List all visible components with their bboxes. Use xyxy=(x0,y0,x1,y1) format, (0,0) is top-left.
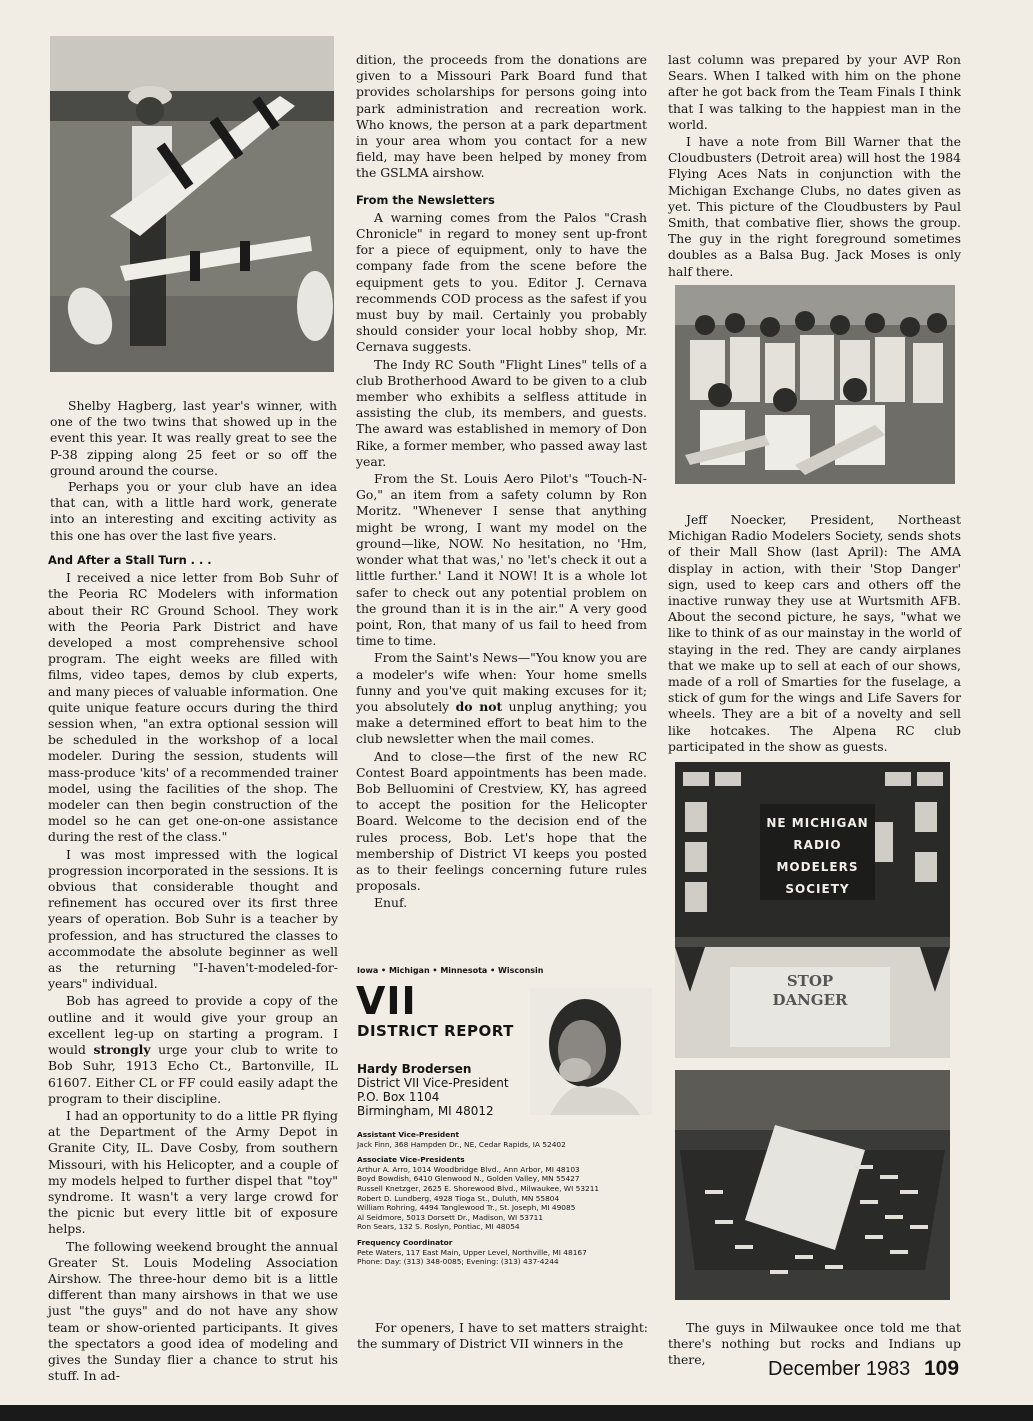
sign-line: NE MICHIGAN xyxy=(766,816,869,830)
frequency-label: Frequency Coordinator xyxy=(357,1237,453,1247)
associate-entry: Al Seidmore, 5013 Dorsett Dr., Madison, WI 53711 xyxy=(357,1212,544,1222)
paragraph: I have a note from Bill Warner that the Cloudbusters (Detroit area) will host the 1984 Flying Aces Nats in conjunction with the Michigan Exchange Clubs, no dates given as yet. This picture of the Cloudbusters by Paul Smith, that combative flier, shows the group. The guy in the right foreground sometimes doubles as a Balsa Bug. Jack Moses is only half there. xyxy=(668,134,961,279)
column-1 xyxy=(48,552,338,1385)
vp-box: P.O. Box 1104 xyxy=(357,1090,440,1104)
paragraph: And to close—the first of the new RC Contest Board appointments has been made. Bob Belluomini of Crestview, KY, has agreed to accept the position for the Helicopter Board. Welcome to the decision end of the rules process, Bob. Let's hope that the membership of District VI keeps you posted as to their feelings concerning future rules proposals. xyxy=(356,748,647,894)
column-2 xyxy=(356,52,647,913)
assistant-label: Assistant Vice-President xyxy=(357,1130,460,1139)
sign-line: RADIO MODELERS xyxy=(776,838,859,874)
sign-ne-michigan xyxy=(760,812,875,900)
frequency-phone: Phone: Day: (313) 348-0085; Evening: (313) 437-4244 xyxy=(357,1257,559,1267)
district-intro xyxy=(357,1320,648,1353)
page-edge xyxy=(0,1405,1033,1421)
photo-p38-pilot xyxy=(50,36,334,372)
caption-p38 xyxy=(50,398,337,544)
footer-date: December 1983 xyxy=(768,1358,911,1380)
stop-danger-sign xyxy=(730,972,890,1010)
assistant-entry: Jack Finn, 368 Hampden Dr., NE, Cedar Rapids, IA 52402 xyxy=(357,1139,566,1149)
sign-line: SOCIETY xyxy=(785,882,850,896)
caption-p38-text-2: Perhaps you or your club have an idea that can, with a little hard work, generate into an interesting and exciting activity as this one has over the last five years. xyxy=(50,479,337,543)
associate-entry: Russell Knetzger, 2625 E. Shorewood Blvd., Milwaukee, WI 53211 xyxy=(357,1183,600,1193)
column-3 xyxy=(668,52,961,281)
paragraph: From the St. Louis Aero Pilot's "Touch-N-Go," an item from a safety column by Ron Moritz. "Whenever I sense that anything might be wrong, I want my model on the ground—like, NOW. No hesitation, no 'Hm, wonder what that was,' no 'let's check it out a little further.' Land it NOW! It is a whole lot safer to check out any potential problem on the ground than it is in the air." A very good point, Ron, that many of us fail to heed from time to time. xyxy=(356,471,647,649)
district-report-title: DISTRICT REPORT xyxy=(357,1022,514,1040)
photo-candy-airplanes xyxy=(675,1070,950,1300)
district-numeral: VII xyxy=(356,979,417,1023)
district-states: Iowa • Michigan • Minnesota • Wisconsin xyxy=(357,966,544,975)
associate-entry: William Rohring, 4494 Tanglewood Tr., St. Joseph, MI 49085 xyxy=(357,1203,576,1213)
text-run: From the Saint's News—"You know you are a modeler's wife when: Your home smells funny and you've quit making excuses for it; you absolutely xyxy=(356,650,647,714)
section-heading-stall-turn: And After a Stall Turn . . . xyxy=(48,553,212,567)
photo-cloudbusters-group xyxy=(675,285,955,484)
paragraph: I had an opportunity to do a little PR flying at the Department of the Army Depot in Granite City, IL. Dave Cosby, from southern Missouri, with his Helicopter, and a couple of my models helped to further dispel that "toy" syndrome. It wasn't a very large crowd for the picnic but every little bit of exposure helps. xyxy=(48,1107,338,1237)
paragraph xyxy=(356,650,647,747)
associates-label: Associate Vice-Presidents xyxy=(357,1155,465,1165)
section-heading-newsletters: From the Newsletters xyxy=(356,192,495,207)
paragraph: Enuf. xyxy=(374,895,408,911)
caption-p38-text: Shelby Hagberg, last year's winner, with one of the two twins that showed up in the event this year. It was really great to see the P-38 zipping along 25 feet or so off the ground around the course. xyxy=(50,398,337,478)
vp-title: District VII Vice-President xyxy=(357,1076,509,1090)
paragraph: Jeff Noecker, President, Northeast Michigan Radio Modelers Society, sends shots of their Mall Show (last April): The AMA display in action, with their 'Stop Danger' sign, used to keep cars and others off the inactive runway they use at Wurtsmith AFB. About the second picture, he says, "what we like to think of as our mainstay in the world of staying in the red. They are candy airplanes that we make up to sell at each of our shows, made of a roll of Smarties for the fuselage, a stick of gum for the wings and Life Savers for wheels. They are a bit of a novelty and sell like hotcakes. The Alpena RC club participated in the show as guests. xyxy=(668,512,961,754)
column-3-lower xyxy=(668,512,961,756)
officers-list xyxy=(357,1130,599,1267)
stop-line: STOP xyxy=(786,972,834,990)
vp-name: Hardy Brodersen xyxy=(357,1062,472,1076)
vp-address-block xyxy=(357,1062,509,1118)
paragraph: A warning comes from the Palos "Crash Chronicle" in regard to money sent up-front for a piece of equipment, only to have the company fade from the scene before the equipment gets to you. Editor J. Cernava recommends COD process as the safest if you must buy by mail. Certainly you probably should consider your local hobby shop, Mr. Cernava suggests. xyxy=(356,209,647,355)
paragraph: last column was prepared by your AVP Ron Sears. When I talked with him on the phone after he got back from the Team Finals I think that I was talking to the happiest man in the world. xyxy=(668,52,961,132)
paragraph: The following weekend brought the annual Greater St. Louis Modeling Association Airshow. The three-hour demo bit is a little different than many airshows in that we use just "the guys" and do not have any show team or show-oriented participants. It gives the spectators a good idea of modeling and gives the Sunday flier a chance to strut his stuff. In ad- xyxy=(48,1238,338,1384)
paragraph: The Indy RC South "Flight Lines" tells of a club Brotherhood Award to be given to a club member who exhibits a selfless attitude in assisting the club, its members, and guests. The award was established in memory of Don Rike, a former member, who passed away last year. xyxy=(356,356,647,469)
paragraph: dition, the proceeds from the donations are given to a Missouri Park Board fund that provides scholarships for persons going into park administration and recreation work. Who knows, the person at a park department in your area whom you contact for a new field, may have been helped by money from the GSLMA airshow. xyxy=(356,52,647,181)
paragraph: The guys in Milwaukee once told me that there's nothing but rocks and Indians up there, xyxy=(668,1320,961,1368)
stop-line: DANGER xyxy=(772,991,848,1009)
associate-entry: Arthur A. Arro, 1014 Woodbridge Blvd., Ann Arbor, MI 48103 xyxy=(357,1164,580,1174)
text-run: unplug anything; you make a determined effort to beat him to the club newsletter when the mail comes. xyxy=(356,698,647,747)
photo-ama-display xyxy=(675,762,950,1058)
text-run: Bob has agreed to provide a copy of the outline and it would give your group an excellent leg-up on starting a program. I would xyxy=(48,993,338,1058)
photo-hardy-brodersen xyxy=(530,988,652,1115)
paragraph: For openers, I have to set matters straight: the summary of District VII winners in the xyxy=(357,1320,648,1352)
emphasis: strongly xyxy=(93,1042,151,1058)
text-run: urge your club to write to Bob Suhr, 1913 Echo Ct., Bartonville, IL 61607. Either CL or FF could easily adapt the program to their discipline. xyxy=(48,1042,338,1106)
paragraph: I was most impressed with the logical progression incorporated in the sessions. It is obvious that considerable thought and refinement has occured over its first three years of operation. Bob Suhr is a teacher by profession, and has structured the classes to accommodate the absolute beginner as well as the returning "I-haven't-modeled-for-years" individual. xyxy=(48,846,338,992)
emphasis: do not xyxy=(455,698,503,714)
vp-city: Birmingham, MI 48012 xyxy=(357,1104,494,1118)
associate-entry: Robert D. Lundberg, 4928 Tioga St., Duluth, MN 55804 xyxy=(357,1193,560,1203)
frequency-entry: Pete Waters, 117 East Main, Upper Level, Northville, MI 48167 xyxy=(357,1247,587,1257)
associate-entry: Ron Sears, 132 S. Roslyn, Pontiac, MI 48054 xyxy=(357,1222,520,1232)
paragraph xyxy=(48,993,338,1106)
footer-page-number: 109 xyxy=(924,1357,960,1380)
associate-entry: Boyd Bowdish, 6410 Glenwood N., Golden Valley, MN 55427 xyxy=(357,1174,580,1184)
paragraph: I received a nice letter from Bob Suhr of the Peoria RC Modelers with information about their RC Ground School. They work with the Peoria Park District and have developed a most comprehensive school program. The eight weeks are filled with films, video tapes, demos by club experts, and many pieces of valuable information. One quite unique feature occurs during the third session when, "an extra optional session will be scheduled in the workshop of a local modeler. During the session, students will mass-produce 'kits' of a recommended trainer model, using the facilities of the shop. The modeler can then begin construction of the model so he can get one-on-one assistance during the rest of the class." xyxy=(48,570,338,845)
